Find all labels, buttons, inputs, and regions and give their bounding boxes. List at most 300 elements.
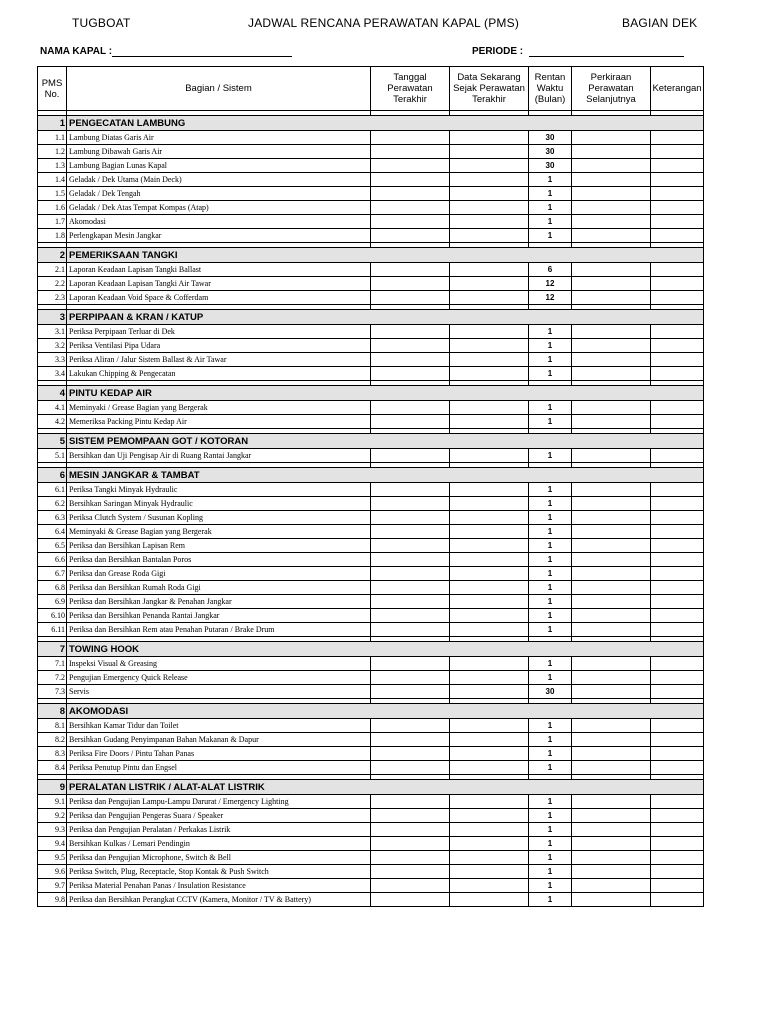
data-sekarang-cell[interactable] — [450, 865, 529, 879]
section-number: 2 — [38, 248, 67, 263]
tanggal-cell[interactable] — [371, 851, 450, 865]
data-sekarang-cell[interactable] — [450, 525, 529, 539]
rentan-waktu-value: 1 — [529, 449, 572, 463]
tanggal-cell[interactable] — [371, 201, 450, 215]
rentan-waktu-value: 1 — [529, 809, 572, 823]
perkiraan-cell[interactable] — [572, 525, 651, 539]
perkiraan-cell[interactable] — [572, 719, 651, 733]
rentan-waktu-value: 1 — [529, 553, 572, 567]
table-row — [38, 449, 704, 463]
rentan-waktu-value: 6 — [529, 263, 572, 277]
table-row — [38, 145, 704, 159]
keterangan-cell[interactable] — [651, 747, 704, 761]
keterangan-cell[interactable] — [651, 367, 704, 381]
section-row — [38, 386, 704, 401]
tanggal-cell[interactable] — [371, 657, 450, 671]
keterangan-cell[interactable] — [651, 761, 704, 775]
item-number: 6.8 — [38, 581, 67, 595]
rentan-waktu-value: 1 — [529, 671, 572, 685]
tanggal-cell[interactable] — [371, 795, 450, 809]
section-title: AKOMODASI — [67, 704, 704, 719]
item-number: 1.2 — [38, 145, 67, 159]
table-row — [38, 567, 704, 581]
keterangan-cell[interactable] — [651, 173, 704, 187]
table-row — [38, 671, 704, 685]
rentan-waktu-value: 1 — [529, 567, 572, 581]
rentan-waktu-value: 1 — [529, 353, 572, 367]
table-row — [38, 263, 704, 277]
tanggal-cell[interactable] — [371, 823, 450, 837]
rentan-waktu-value: 1 — [529, 795, 572, 809]
table-row — [38, 837, 704, 851]
item-number: 8.3 — [38, 747, 67, 761]
keterangan-cell[interactable] — [651, 277, 704, 291]
keterangan-cell[interactable] — [651, 291, 704, 305]
data-sekarang-cell[interactable] — [450, 215, 529, 229]
table-row — [38, 415, 704, 429]
tanggal-cell[interactable] — [371, 291, 450, 305]
perkiraan-cell[interactable] — [572, 229, 651, 243]
table-body — [38, 111, 704, 907]
table-row — [38, 823, 704, 837]
tanggal-cell[interactable] — [371, 263, 450, 277]
tanggal-cell[interactable] — [371, 623, 450, 637]
keterangan-cell[interactable] — [651, 893, 704, 907]
perkiraan-cell[interactable] — [572, 401, 651, 415]
rentan-waktu-value: 12 — [529, 277, 572, 291]
data-sekarang-cell[interactable] — [450, 263, 529, 277]
perkiraan-cell[interactable] — [572, 809, 651, 823]
perkiraan-cell[interactable] — [572, 865, 651, 879]
data-sekarang-cell[interactable] — [450, 291, 529, 305]
keterangan-cell[interactable] — [651, 229, 704, 243]
tanggal-cell[interactable] — [371, 865, 450, 879]
data-sekarang-cell[interactable] — [450, 795, 529, 809]
data-sekarang-cell[interactable] — [450, 497, 529, 511]
keterangan-cell[interactable] — [651, 581, 704, 595]
perkiraan-cell[interactable] — [572, 567, 651, 581]
perkiraan-cell[interactable] — [572, 367, 651, 381]
data-sekarang-cell[interactable] — [450, 595, 529, 609]
item-number: 4.2 — [38, 415, 67, 429]
item-number: 9.8 — [38, 893, 67, 907]
keterangan-cell[interactable] — [651, 401, 704, 415]
data-sekarang-cell[interactable] — [450, 851, 529, 865]
section-number: 5 — [38, 434, 67, 449]
perkiraan-cell[interactable] — [572, 291, 651, 305]
item-description: Periksa dan Pengujian Pengeras Suara / Speaker — [67, 809, 371, 823]
table-row — [38, 657, 704, 671]
data-sekarang-cell[interactable] — [450, 809, 529, 823]
perkiraan-cell[interactable] — [572, 595, 651, 609]
item-description: Pengujian Emergency Quick Release — [67, 671, 371, 685]
rentan-waktu-value: 30 — [529, 131, 572, 145]
item-description: Periksa dan Bersihkan Bantalan Poros — [67, 553, 371, 567]
rentan-waktu-value: 12 — [529, 291, 572, 305]
table-row — [38, 879, 704, 893]
perkiraan-cell[interactable] — [572, 483, 651, 497]
rentan-waktu-value: 1 — [529, 187, 572, 201]
data-sekarang-cell[interactable] — [450, 483, 529, 497]
keterangan-cell[interactable] — [651, 879, 704, 893]
item-description: Periksa Ventilasi Pipa Udara — [67, 339, 371, 353]
table-row — [38, 733, 704, 747]
item-number: 4.1 — [38, 401, 67, 415]
section-number: 8 — [38, 704, 67, 719]
item-description: Akomodasi — [67, 215, 371, 229]
data-sekarang-cell[interactable] — [450, 159, 529, 173]
keterangan-cell[interactable] — [651, 353, 704, 367]
department-label: BAGIAN DEK — [622, 16, 698, 30]
col-pms-no: PMS No. — [38, 67, 67, 111]
data-sekarang-cell[interactable] — [450, 401, 529, 415]
tanggal-cell[interactable] — [371, 879, 450, 893]
data-sekarang-cell[interactable] — [450, 657, 529, 671]
tanggal-cell[interactable] — [371, 145, 450, 159]
perkiraan-cell[interactable] — [572, 339, 651, 353]
keterangan-cell[interactable] — [651, 497, 704, 511]
item-description: Laporan Keadaan Void Space & Cofferdam — [67, 291, 371, 305]
section-row — [38, 434, 704, 449]
keterangan-cell[interactable] — [651, 609, 704, 623]
tanggal-cell[interactable] — [371, 761, 450, 775]
item-number: 5.1 — [38, 449, 67, 463]
tanggal-cell[interactable] — [371, 415, 450, 429]
doc-title: JADWAL RENCANA PERAWATAN KAPAL (PMS) — [248, 16, 520, 30]
table-row — [38, 291, 704, 305]
rentan-waktu-value: 1 — [529, 837, 572, 851]
rentan-waktu-value: 1 — [529, 747, 572, 761]
keterangan-cell[interactable] — [651, 595, 704, 609]
col-keterangan: Keterangan — [651, 67, 704, 111]
keterangan-cell[interactable] — [651, 325, 704, 339]
tanggal-cell[interactable] — [371, 187, 450, 201]
item-description: Periksa Fire Doors / Pintu Tahan Panas — [67, 747, 371, 761]
perkiraan-cell[interactable] — [572, 609, 651, 623]
data-sekarang-cell[interactable] — [450, 879, 529, 893]
tanggal-cell[interactable] — [371, 747, 450, 761]
data-sekarang-cell[interactable] — [450, 131, 529, 145]
tanggal-cell[interactable] — [371, 809, 450, 823]
tanggal-cell[interactable] — [371, 401, 450, 415]
keterangan-cell[interactable] — [651, 449, 704, 463]
tanggal-cell[interactable] — [371, 339, 450, 353]
data-sekarang-cell[interactable] — [450, 339, 529, 353]
keterangan-cell[interactable] — [651, 263, 704, 277]
data-sekarang-cell[interactable] — [450, 685, 529, 699]
rentan-waktu-value: 30 — [529, 159, 572, 173]
tanggal-cell[interactable] — [371, 685, 450, 699]
keterangan-cell[interactable] — [651, 415, 704, 429]
perkiraan-cell[interactable] — [572, 325, 651, 339]
perkiraan-cell[interactable] — [572, 215, 651, 229]
item-description: Periksa dan Bersihkan Penanda Rantai Jangkar — [67, 609, 371, 623]
item-description: Periksa Switch, Plug, Receptacle, Stop Kontak & Push Switch — [67, 865, 371, 879]
tanggal-cell[interactable] — [371, 893, 450, 907]
item-number: 2.3 — [38, 291, 67, 305]
tanggal-cell[interactable] — [371, 483, 450, 497]
section-row — [38, 248, 704, 263]
keterangan-cell[interactable] — [651, 795, 704, 809]
table-row — [38, 173, 704, 187]
perkiraan-cell[interactable] — [572, 539, 651, 553]
item-description: Perlengkapan Mesin Jangkar — [67, 229, 371, 243]
data-sekarang-cell[interactable] — [450, 733, 529, 747]
perkiraan-cell[interactable] — [572, 415, 651, 429]
keterangan-cell[interactable] — [651, 553, 704, 567]
perkiraan-cell[interactable] — [572, 851, 651, 865]
table-row — [38, 367, 704, 381]
section-row — [38, 780, 704, 795]
item-number: 9.1 — [38, 795, 67, 809]
rentan-waktu-value: 1 — [529, 595, 572, 609]
keterangan-cell[interactable] — [651, 823, 704, 837]
item-number: 6.3 — [38, 511, 67, 525]
tanggal-cell[interactable] — [371, 131, 450, 145]
tanggal-cell[interactable] — [371, 733, 450, 747]
item-description: Periksa Clutch System / Susunan Kopling — [67, 511, 371, 525]
rentan-waktu-value: 1 — [529, 339, 572, 353]
rentan-waktu-value: 1 — [529, 623, 572, 637]
table-row — [38, 581, 704, 595]
perkiraan-cell[interactable] — [572, 581, 651, 595]
tanggal-cell[interactable] — [371, 511, 450, 525]
table-row — [38, 325, 704, 339]
data-sekarang-cell[interactable] — [450, 187, 529, 201]
perkiraan-cell[interactable] — [572, 277, 651, 291]
keterangan-cell[interactable] — [651, 187, 704, 201]
data-sekarang-cell[interactable] — [450, 761, 529, 775]
keterangan-cell[interactable] — [651, 733, 704, 747]
perkiraan-cell[interactable] — [572, 449, 651, 463]
item-number: 9.2 — [38, 809, 67, 823]
perkiraan-cell[interactable] — [572, 657, 651, 671]
data-sekarang-cell[interactable] — [450, 145, 529, 159]
perkiraan-cell[interactable] — [572, 879, 651, 893]
item-description: Geladak / Dek Utama (Main Deck) — [67, 173, 371, 187]
section-title: PERALATAN LISTRIK / ALAT-ALAT LISTRIK — [67, 780, 704, 795]
data-sekarang-cell[interactable] — [450, 277, 529, 291]
perkiraan-cell[interactable] — [572, 131, 651, 145]
data-sekarang-cell[interactable] — [450, 623, 529, 637]
data-sekarang-cell[interactable] — [450, 449, 529, 463]
item-number: 1.3 — [38, 159, 67, 173]
keterangan-cell[interactable] — [651, 539, 704, 553]
data-sekarang-cell[interactable] — [450, 201, 529, 215]
tanggal-cell[interactable] — [371, 595, 450, 609]
item-number: 9.4 — [38, 837, 67, 851]
item-number: 9.3 — [38, 823, 67, 837]
keterangan-cell[interactable] — [651, 567, 704, 581]
nama-kapal-blank[interactable] — [112, 46, 292, 57]
data-sekarang-cell[interactable] — [450, 747, 529, 761]
item-description: Periksa dan Bersihkan Lapisan Rem — [67, 539, 371, 553]
section-row — [38, 310, 704, 325]
data-sekarang-cell[interactable] — [450, 553, 529, 567]
perkiraan-cell[interactable] — [572, 497, 651, 511]
keterangan-cell[interactable] — [651, 671, 704, 685]
data-sekarang-cell[interactable] — [450, 893, 529, 907]
perkiraan-cell[interactable] — [572, 733, 651, 747]
table-row — [38, 339, 704, 353]
tanggal-cell[interactable] — [371, 277, 450, 291]
perkiraan-cell[interactable] — [572, 623, 651, 637]
item-number: 1.6 — [38, 201, 67, 215]
section-title: PENGECATAN LAMBUNG — [67, 116, 704, 131]
perkiraan-cell[interactable] — [572, 159, 651, 173]
perkiraan-cell[interactable] — [572, 263, 651, 277]
perkiraan-cell[interactable] — [572, 187, 651, 201]
keterangan-cell[interactable] — [651, 865, 704, 879]
data-sekarang-cell[interactable] — [450, 325, 529, 339]
perkiraan-cell[interactable] — [572, 795, 651, 809]
data-sekarang-cell[interactable] — [450, 609, 529, 623]
keterangan-cell[interactable] — [651, 719, 704, 733]
tanggal-cell[interactable] — [371, 353, 450, 367]
perkiraan-cell[interactable] — [572, 893, 651, 907]
perkiraan-cell[interactable] — [572, 553, 651, 567]
item-description: Periksa Material Penahan Panas / Insulation Resistance — [67, 879, 371, 893]
keterangan-cell[interactable] — [651, 657, 704, 671]
section-number: 7 — [38, 642, 67, 657]
section-title: SISTEM PEMOMPAAN GOT / KOTORAN — [67, 434, 704, 449]
data-sekarang-cell[interactable] — [450, 229, 529, 243]
periode-label: PERIODE : — [472, 46, 524, 57]
table-row — [38, 851, 704, 865]
keterangan-cell[interactable] — [651, 511, 704, 525]
item-description: Periksa dan Bersihkan Rem atau Penahan Putaran / Brake Drum — [67, 623, 371, 637]
rentan-waktu-value: 1 — [529, 719, 572, 733]
rentan-waktu-value: 1 — [529, 581, 572, 595]
item-number: 6.10 — [38, 609, 67, 623]
item-number: 3.4 — [38, 367, 67, 381]
keterangan-cell[interactable] — [651, 201, 704, 215]
item-number: 9.6 — [38, 865, 67, 879]
item-description: Periksa dan Pengujian Peralatan / Perkakas Listrik — [67, 823, 371, 837]
tanggal-cell[interactable] — [371, 367, 450, 381]
keterangan-cell[interactable] — [651, 145, 704, 159]
item-number: 6.2 — [38, 497, 67, 511]
data-sekarang-cell[interactable] — [450, 719, 529, 733]
table-row — [38, 609, 704, 623]
keterangan-cell[interactable] — [651, 339, 704, 353]
data-sekarang-cell[interactable] — [450, 567, 529, 581]
keterangan-cell[interactable] — [651, 623, 704, 637]
tanggal-cell[interactable] — [371, 449, 450, 463]
perkiraan-cell[interactable] — [572, 671, 651, 685]
periode-field — [472, 46, 684, 57]
perkiraan-cell[interactable] — [572, 353, 651, 367]
item-description: Inspeksi Visual & Greasing — [67, 657, 371, 671]
item-number: 7.3 — [38, 685, 67, 699]
tanggal-cell[interactable] — [371, 553, 450, 567]
tanggal-cell[interactable] — [371, 229, 450, 243]
item-description: Laporan Keadaan Lapisan Tangki Air Tawar — [67, 277, 371, 291]
table-row — [38, 747, 704, 761]
item-description: Periksa Tangki Minyak Hydraulic — [67, 483, 371, 497]
tanggal-cell[interactable] — [371, 567, 450, 581]
rentan-waktu-value: 1 — [529, 525, 572, 539]
rentan-waktu-value: 1 — [529, 215, 572, 229]
pms-table — [37, 66, 704, 907]
data-sekarang-cell[interactable] — [450, 415, 529, 429]
rentan-waktu-value: 1 — [529, 415, 572, 429]
tanggal-cell[interactable] — [371, 325, 450, 339]
perkiraan-cell[interactable] — [572, 823, 651, 837]
item-description: Servis — [67, 685, 371, 699]
data-sekarang-cell[interactable] — [450, 539, 529, 553]
tanggal-cell[interactable] — [371, 837, 450, 851]
tanggal-cell[interactable] — [371, 719, 450, 733]
rentan-waktu-value: 30 — [529, 145, 572, 159]
tanggal-cell[interactable] — [371, 525, 450, 539]
perkiraan-cell[interactable] — [572, 685, 651, 699]
item-number: 3.1 — [38, 325, 67, 339]
tanggal-cell[interactable] — [371, 539, 450, 553]
item-number: 1.7 — [38, 215, 67, 229]
tanggal-cell[interactable] — [371, 581, 450, 595]
keterangan-cell[interactable] — [651, 837, 704, 851]
keterangan-cell[interactable] — [651, 483, 704, 497]
perkiraan-cell[interactable] — [572, 201, 651, 215]
section-number: 9 — [38, 780, 67, 795]
tanggal-cell[interactable] — [371, 609, 450, 623]
data-sekarang-cell[interactable] — [450, 173, 529, 187]
rentan-waktu-value: 30 — [529, 685, 572, 699]
perkiraan-cell[interactable] — [572, 511, 651, 525]
tanggal-cell[interactable] — [371, 159, 450, 173]
keterangan-cell[interactable] — [651, 215, 704, 229]
keterangan-cell[interactable] — [651, 851, 704, 865]
col-perkiraan-perawatan: Perkiraan Perawatan Selanjutnya — [572, 67, 651, 111]
keterangan-cell[interactable] — [651, 525, 704, 539]
perkiraan-cell[interactable] — [572, 145, 651, 159]
keterangan-cell[interactable] — [651, 131, 704, 145]
section-title: PERPIPAAN & KRAN / KATUP — [67, 310, 704, 325]
item-description: Periksa Aliran / Jalur Sistem Ballast & Air Tawar — [67, 353, 371, 367]
perkiraan-cell[interactable] — [572, 173, 651, 187]
item-description: Bersihkan dan Uji Pengisap Air di Ruang Rantai Jangkar — [67, 449, 371, 463]
data-sekarang-cell[interactable] — [450, 823, 529, 837]
perkiraan-cell[interactable] — [572, 747, 651, 761]
tanggal-cell[interactable] — [371, 215, 450, 229]
perkiraan-cell[interactable] — [572, 761, 651, 775]
keterangan-cell[interactable] — [651, 809, 704, 823]
rentan-waktu-value: 1 — [529, 325, 572, 339]
perkiraan-cell[interactable] — [572, 837, 651, 851]
rentan-waktu-value: 1 — [529, 851, 572, 865]
section-row — [38, 704, 704, 719]
tanggal-cell[interactable] — [371, 173, 450, 187]
data-sekarang-cell[interactable] — [450, 511, 529, 525]
data-sekarang-cell[interactable] — [450, 671, 529, 685]
data-sekarang-cell[interactable] — [450, 837, 529, 851]
section-row — [38, 642, 704, 657]
data-sekarang-cell[interactable] — [450, 353, 529, 367]
tanggal-cell[interactable] — [371, 497, 450, 511]
tanggal-cell[interactable] — [371, 671, 450, 685]
data-sekarang-cell[interactable] — [450, 581, 529, 595]
item-number: 7.2 — [38, 671, 67, 685]
item-number: 1.8 — [38, 229, 67, 243]
data-sekarang-cell[interactable] — [450, 367, 529, 381]
item-description: Meminyaki / Grease Bagian yang Bergerak — [67, 401, 371, 415]
periode-blank[interactable] — [529, 46, 684, 57]
item-description: Bersihkan Gudang Penyimpanan Bahan Makanan & Dapur — [67, 733, 371, 747]
col-bagian-sistem: Bagian / Sistem — [67, 67, 371, 111]
keterangan-cell[interactable] — [651, 685, 704, 699]
keterangan-cell[interactable] — [651, 159, 704, 173]
